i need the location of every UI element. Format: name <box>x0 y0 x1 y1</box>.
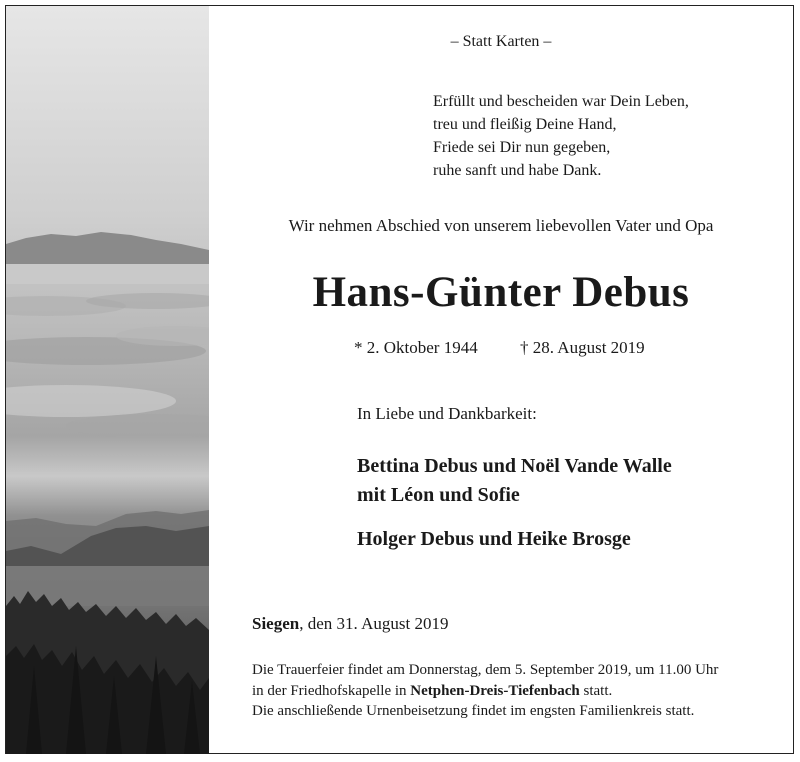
service-line-3: Die anschließende Urnenbeisetzung findet im engsten Familienkreis statt. <box>252 703 695 719</box>
service-line-2-pre: in der Friedhofskapelle in <box>252 682 411 699</box>
obituary-content <box>209 6 793 753</box>
poem <box>433 90 689 182</box>
service-line-2 <box>252 681 718 702</box>
poem-line: treu und fleißig Deine Hand, <box>433 116 617 133</box>
mourner-family-1 <box>357 452 672 510</box>
date-text: , den 31. August 2019 <box>299 614 449 633</box>
service-line-2-post: statt. <box>579 682 613 699</box>
service-line-1: Die Trauerfeier findet am Donnerstag, dem 5. September 2019, um 11.00 Uhr <box>252 662 719 678</box>
birth-date: * 2. Oktober 1944 <box>354 338 478 357</box>
mourners-heading: In Liebe und Dankbarkeit: <box>357 404 537 423</box>
death-date: † 28. August 2019 <box>520 338 645 357</box>
service-location: Netphen-Dreis-Tiefenbach <box>410 682 580 699</box>
place-date <box>252 614 448 634</box>
place-name: Siegen <box>252 614 300 633</box>
poem-line: Erfüllt und bescheiden war Dein Leben, <box>433 93 689 110</box>
mourner-family-2: Holger Debus und Heike Brosge <box>357 528 631 550</box>
misty-landscape-image <box>6 6 209 754</box>
poem-line: Friede sei Dir nun gegeben, <box>433 139 611 156</box>
mourner-family-1-line-2: mit Léon und Sofie <box>357 484 520 506</box>
farewell-intro: Wir nehmen Abschied von unserem liebevollen Vater und Opa <box>288 216 714 235</box>
statt-karten-label: – Statt Karten – <box>450 33 552 50</box>
service-info <box>252 660 718 722</box>
mourner-family-1-line-1: Bettina Debus und Noël Vande Walle <box>357 455 672 477</box>
obituary-frame <box>5 5 794 754</box>
poem-line: ruhe sanft und habe Dank. <box>433 162 602 179</box>
deceased-name: Hans-Günter Debus <box>312 269 690 316</box>
